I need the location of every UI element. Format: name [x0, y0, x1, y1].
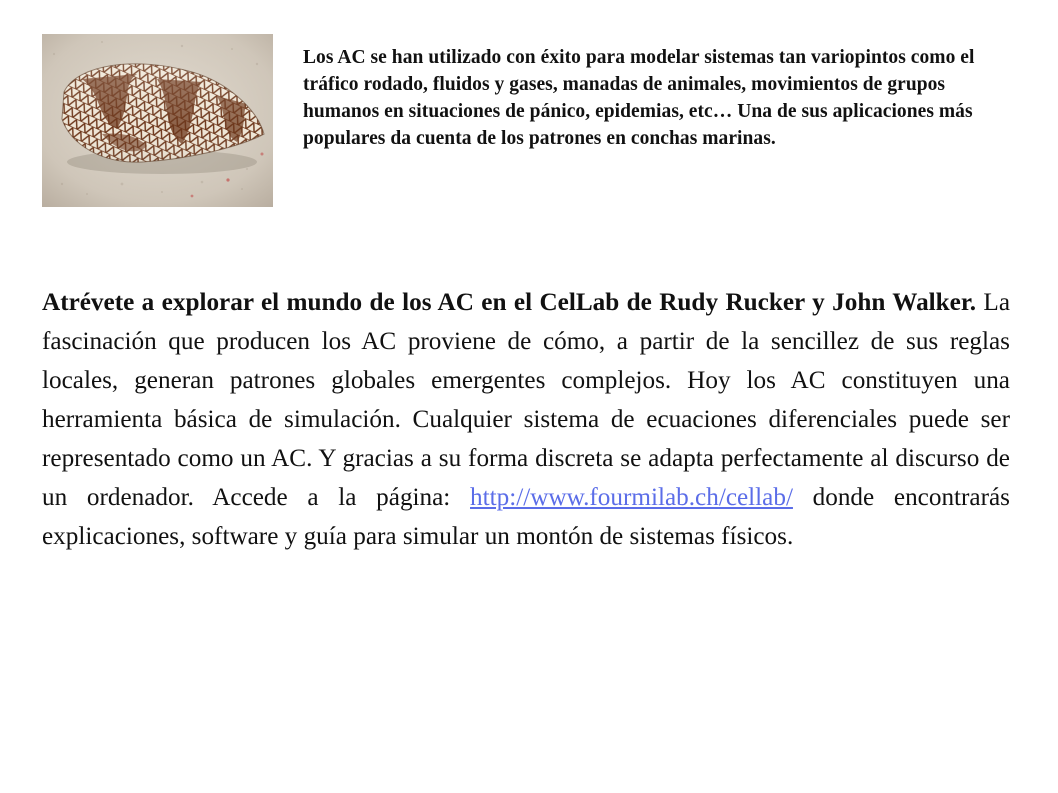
- cellab-link[interactable]: http://www.fourmilab.ch/cellab/: [470, 484, 793, 511]
- intro-paragraph: Los AC se han utilizado con éxito para modelar sistemas tan variopintos como el tráfico rodado, fluidos y gases, manadas de animales, movimientos de grupos humanos en situaciones de pánico, epidemias, etc… Una de sus aplicaciones más populares da cuenta de los patrones en conchas marinas.: [303, 47, 975, 149]
- body-text-before-link: La fascinación que producen los AC proviene de cómo, a partir de la sencillez de sus reglas locales, generan patrones globales emergentes complejos. Hoy los AC constituyen una herramienta básica de simulación. Cualquier sistema de ecuaciones diferenciales puede ser representado como un AC. Y gracias a su forma discreta se adapta perfectamente al discurso de un ordenador. Accede a la página:: [42, 289, 1010, 511]
- body-text-after-link: donde encontrarás explicaciones, software y guía para simular un montón de sistemas físicos.: [42, 484, 1010, 550]
- main-paragraph: [42, 283, 1010, 556]
- cone-shell-photo: [42, 34, 273, 207]
- lead-bold-text: Atrévete a explorar el mundo de los AC en el CelLab de Rudy Rucker y John Walker.: [42, 289, 977, 316]
